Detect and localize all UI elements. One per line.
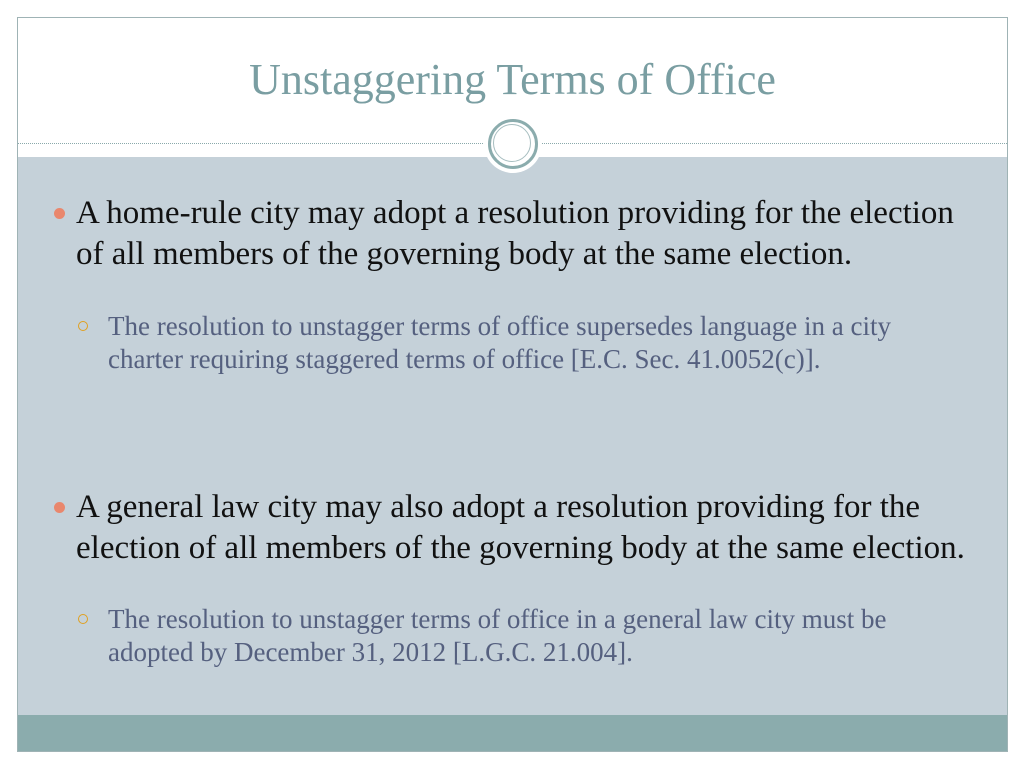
slide-title: Unstaggering Terms of Office — [249, 55, 776, 104]
sub-bullet-text: The resolution to unstagger terms of office in a general law city must be adopted by December 31, 2012 [L.G.C. 21.004]. — [108, 604, 887, 667]
bullet-dot-icon — [54, 502, 65, 513]
bullet-text: A general law city may also adopt a resolution providing for the election of all members of the governing body at the same election. — [76, 489, 965, 566]
sub-bullet-text: The resolution to unstagger terms of office supersedes language in a city charter requiring staggered terms of office [E.C. Sec. 41.0052(c)]. — [108, 311, 892, 374]
circle-inner-icon — [493, 124, 531, 162]
bullet-text: A home-rule city may adopt a resolution providing for the election of all members of the governing body at the same election. — [76, 195, 954, 272]
content-area — [18, 157, 1007, 715]
sub-bullet-ring-icon — [78, 614, 88, 624]
slide — [17, 17, 1008, 752]
bullet-dot-icon — [54, 208, 65, 219]
footer-bar — [18, 715, 1007, 751]
sub-bullet-ring-icon — [78, 321, 88, 331]
